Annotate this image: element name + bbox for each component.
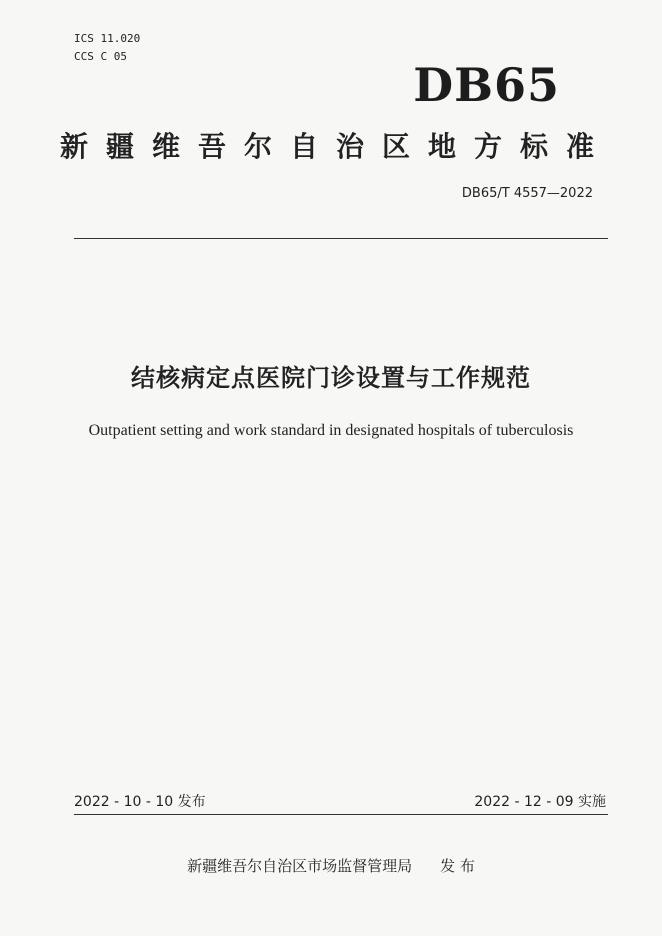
- publisher-action: 发 布: [440, 857, 475, 875]
- ccs-code: CCS C 05: [74, 50, 127, 63]
- document-title-english: Outpatient setting and work standard in designated hospitals of tuberculosis: [88, 422, 574, 439]
- document-title-chinese: 结核病定点医院门诊设置与工作规范: [131, 364, 531, 392]
- bottom-divider: [74, 814, 608, 815]
- issue-date: 2022 - 10 - 10 发布: [74, 794, 206, 810]
- db-logo: DB65: [413, 58, 560, 112]
- standard-category-heading: 新疆维吾尔自治区地方标准: [60, 130, 613, 163]
- publisher-line: [0, 855, 662, 877]
- top-divider: [74, 238, 608, 239]
- standard-number: DB65/T 4557—2022: [461, 186, 593, 201]
- ics-code: ICS 11.020: [74, 32, 141, 45]
- implementation-date: 2022 - 12 - 09 实施: [474, 794, 606, 810]
- publisher-name: 新疆维吾尔自治区市场监督管理局: [187, 857, 413, 875]
